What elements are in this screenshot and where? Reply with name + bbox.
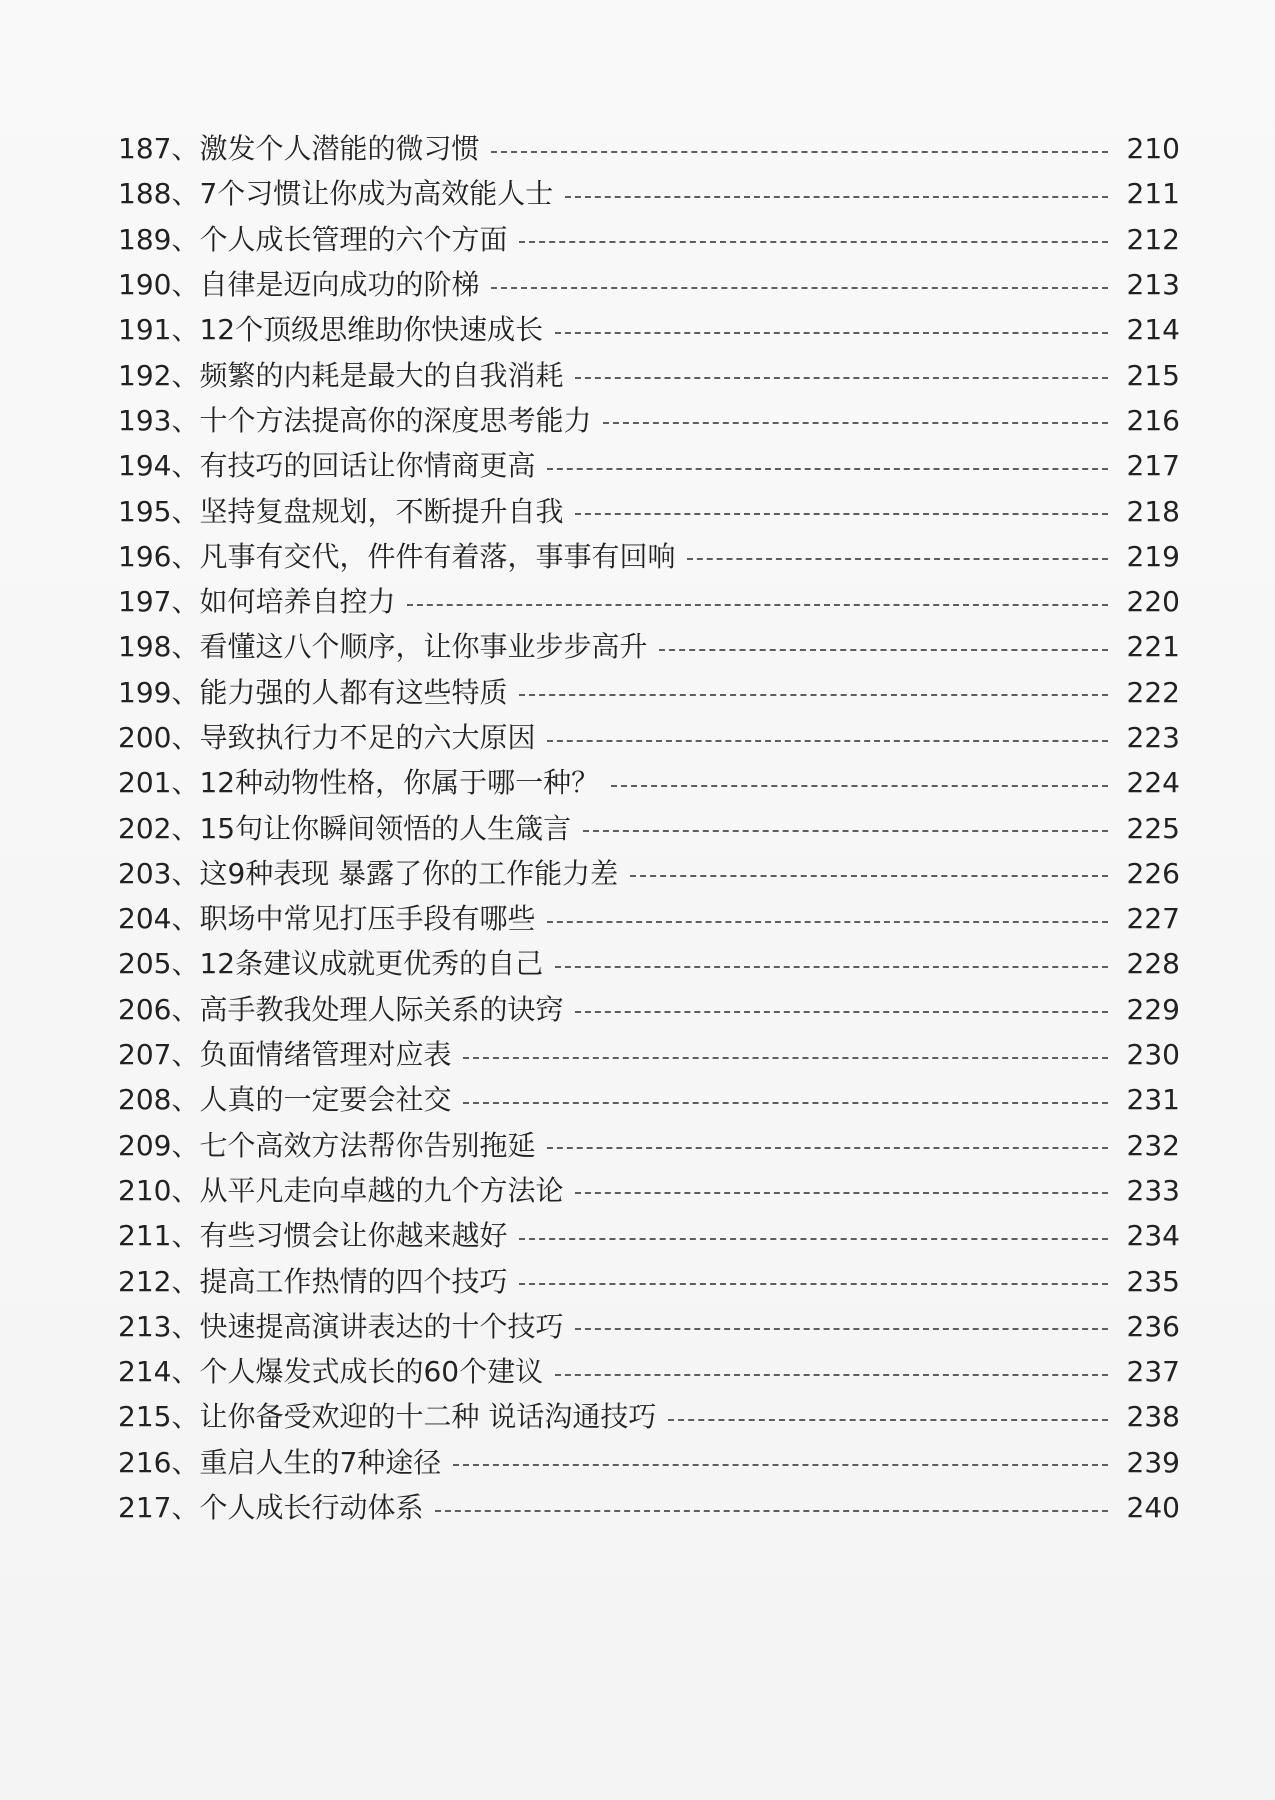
toc-entry-title: 如何培养自控力: [199, 585, 396, 619]
toc-entry-number: 198、: [118, 630, 200, 664]
toc-entry-page-number: 237: [1126, 1355, 1180, 1389]
toc-entry: [118, 1077, 1180, 1122]
toc-dotted-leader: [659, 649, 1108, 651]
toc-entry-number: 203、: [118, 856, 200, 890]
toc-entry-number: 213、: [118, 1309, 200, 1343]
toc-entry: [118, 670, 1180, 715]
toc-entry-title: 12条建议成就更优秀的自己: [199, 947, 544, 981]
toc-entry-number: 215、: [118, 1400, 200, 1434]
toc-dotted-leader: [575, 377, 1108, 379]
toc-entry-title: 有技巧的回话让你情商更高: [199, 449, 536, 483]
toc-entry-page-number: 219: [1126, 539, 1180, 573]
toc-entry-number: 196、: [118, 539, 200, 573]
toc-entry-number: 195、: [118, 494, 200, 528]
toc-entry: [118, 352, 1180, 397]
toc-dotted-leader: [575, 1011, 1108, 1013]
toc-dotted-leader: [565, 196, 1108, 198]
toc-entry-page-number: 217: [1126, 449, 1180, 483]
toc-entry-number: 209、: [118, 1128, 200, 1162]
toc-entry-page-number: 238: [1126, 1400, 1180, 1434]
toc-entry-number: 193、: [118, 403, 200, 437]
toc-entry: [118, 987, 1180, 1032]
toc-entry: [118, 1032, 1180, 1077]
toc-entry: [118, 1213, 1180, 1258]
toc-entry: [118, 896, 1180, 941]
toc-dotted-leader: [547, 1147, 1108, 1149]
toc-entry-page-number: 213: [1126, 268, 1180, 302]
toc-entry: [118, 307, 1180, 352]
toc-entry-number: 211、: [118, 1219, 200, 1253]
toc-entry-page-number: 226: [1126, 856, 1180, 890]
toc-entry: [118, 805, 1180, 850]
toc-entry-number: 214、: [118, 1355, 200, 1389]
toc-entry-page-number: 234: [1126, 1219, 1180, 1253]
toc-entry-number: 210、: [118, 1173, 200, 1207]
toc-entry: [118, 1440, 1180, 1485]
toc-entry-page-number: 223: [1126, 721, 1180, 754]
toc-entry-title: 从平凡走向卓越的九个方法论: [199, 1173, 564, 1207]
toc-entry-number: 191、: [118, 313, 200, 347]
toc-entry: [118, 760, 1180, 805]
toc-entry-title: 自律是迈向成功的阶梯: [199, 268, 480, 302]
toc-entry-page-number: 233: [1126, 1173, 1180, 1207]
toc-dotted-leader: [491, 151, 1108, 153]
toc-entry-number: 194、: [118, 449, 200, 483]
toc-dotted-leader: [491, 287, 1108, 289]
toc-entry-page-number: 240: [1126, 1491, 1180, 1525]
toc-entry: [118, 217, 1180, 262]
toc-dotted-leader: [463, 1057, 1108, 1059]
toc-entry: [118, 1394, 1180, 1439]
toc-entry: [118, 624, 1180, 669]
toc-entry-page-number: 228: [1126, 947, 1180, 981]
toc-entry-page-number: 212: [1126, 222, 1180, 256]
toc-entry-page-number: 210: [1126, 132, 1180, 166]
toc-entry-number: 197、: [118, 585, 200, 619]
toc-entry-title: 快速提高演讲表达的十个技巧: [199, 1309, 564, 1343]
toc-entry-title: 激发个人潜能的微习惯: [199, 132, 480, 166]
toc-dotted-leader: [575, 513, 1108, 515]
toc-entry-number: 190、: [118, 268, 200, 302]
toc-dotted-leader: [407, 604, 1108, 606]
toc-entry: [118, 534, 1180, 579]
toc-entry-title: 职场中常见打压手段有哪些: [199, 902, 536, 936]
toc-dotted-leader: [583, 830, 1108, 832]
toc-entry: [118, 1349, 1180, 1394]
toc-dotted-leader: [630, 875, 1108, 877]
toc-entry-title: 12种动物性格，你属于哪一种？: [199, 766, 600, 800]
toc-entry-title: 频繁的内耗是最大的自我消耗: [199, 358, 564, 392]
toc-entry-page-number: 222: [1126, 675, 1180, 709]
toc-dotted-leader: [519, 241, 1108, 243]
toc-entry: [118, 398, 1180, 443]
toc-entry: [118, 488, 1180, 533]
toc-dotted-leader: [603, 422, 1108, 424]
toc-dotted-leader: [519, 1238, 1108, 1240]
toc-entry-title: 坚持复盘规划，不断提升自我: [199, 494, 564, 528]
toc-dotted-leader: [547, 921, 1108, 923]
toc-entry-title: 十个方法提高你的深度思考能力: [199, 403, 592, 437]
toc-entry-page-number: 216: [1126, 403, 1180, 437]
toc-entry-title: 看懂这八个顺序，让你事业步步高升: [199, 630, 648, 664]
toc-dotted-leader: [547, 740, 1108, 742]
toc-dotted-leader: [555, 966, 1108, 968]
toc-entry-number: 200、: [118, 721, 200, 754]
toc-entry-title: 提高工作热情的四个技巧: [199, 1264, 508, 1298]
toc-entry-page-number: 229: [1126, 992, 1180, 1026]
toc-entry: [118, 1168, 1180, 1213]
toc-entry: [118, 126, 1180, 171]
toc-entry-title: 导致执行力不足的六大原因: [199, 721, 536, 754]
toc-dotted-leader: [463, 1102, 1108, 1104]
toc-entry-title: 七个高效方法帮你告别拖延: [199, 1128, 536, 1162]
toc-entry-number: 202、: [118, 811, 200, 845]
toc-entry-page-number: 211: [1126, 177, 1180, 211]
toc-entry-page-number: 231: [1126, 1083, 1180, 1117]
toc-entry-title: 个人成长管理的六个方面: [199, 222, 508, 256]
toc-entry: [118, 715, 1180, 760]
toc-entry-number: 205、: [118, 947, 200, 981]
toc-dotted-leader: [668, 1419, 1108, 1421]
toc-entry: [118, 1485, 1180, 1530]
toc-dotted-leader: [555, 1374, 1108, 1376]
toc-entry-page-number: 220: [1126, 585, 1180, 619]
toc-dotted-leader: [575, 1328, 1108, 1330]
toc-entry-page-number: 235: [1126, 1264, 1180, 1298]
toc-entry: [118, 579, 1180, 624]
toc-dotted-leader: [547, 468, 1108, 470]
toc-entry-title: 重启人生的7种途径: [199, 1445, 442, 1479]
toc-entry-number: 201、: [118, 766, 200, 800]
toc-entry-number: 212、: [118, 1264, 200, 1298]
toc-dotted-leader: [687, 558, 1108, 560]
toc-entry-page-number: 232: [1126, 1128, 1180, 1162]
toc-entry-number: 199、: [118, 675, 200, 709]
toc-entry-title: 凡事有交代，件件有着落，事事有回响: [199, 539, 676, 573]
toc-dotted-leader: [519, 694, 1108, 696]
toc-entry: [118, 1258, 1180, 1303]
toc-entry-page-number: 225: [1126, 811, 1180, 845]
toc-entry-title: 让你备受欢迎的十二种 说话沟通技巧: [199, 1400, 657, 1434]
toc-entry-title: 个人成长行动体系: [199, 1491, 424, 1525]
toc-dotted-leader: [555, 332, 1108, 334]
toc-entry-page-number: 224: [1126, 766, 1180, 800]
toc-entry: [118, 443, 1180, 488]
toc-entry-page-number: 227: [1126, 902, 1180, 936]
toc-entry-number: 217、: [118, 1491, 200, 1525]
toc-entry-page-number: 215: [1126, 358, 1180, 392]
toc-entry-title: 15句让你瞬间领悟的人生箴言: [199, 811, 572, 845]
toc-entry-title: 能力强的人都有这些特质: [199, 675, 508, 709]
toc-entry-page-number: 221: [1126, 630, 1180, 664]
toc-entry-page-number: 236: [1126, 1309, 1180, 1343]
toc-entry: [118, 941, 1180, 986]
toc-dotted-leader: [611, 785, 1108, 787]
toc-entry-title: 12个顶级思维助你快速成长: [199, 313, 544, 347]
toc-dotted-leader: [519, 1283, 1108, 1285]
toc-entry-page-number: 214: [1126, 313, 1180, 347]
toc-entry-page-number: 218: [1126, 494, 1180, 528]
toc-entry-number: 216、: [118, 1445, 200, 1479]
toc-entry: [118, 851, 1180, 896]
toc-entry-number: 187、: [118, 132, 200, 166]
toc-entry-number: 192、: [118, 358, 200, 392]
toc-entry-number: 206、: [118, 992, 200, 1026]
toc-entry-title: 负面情绪管理对应表: [199, 1038, 452, 1072]
toc-entry: [118, 262, 1180, 307]
toc-entry-title: 有些习惯会让你越来越好: [199, 1219, 508, 1253]
toc-entry-title: 个人爆发式成长的60个建议: [199, 1355, 544, 1389]
toc-entry-number: 204、: [118, 902, 200, 936]
table-of-contents: [118, 126, 1180, 1530]
toc-entry: [118, 1304, 1180, 1349]
toc-dotted-leader: [453, 1464, 1108, 1466]
toc-entry-number: 188、: [118, 177, 200, 211]
toc-entry-number: 207、: [118, 1038, 200, 1072]
toc-entry-number: 189、: [118, 222, 200, 256]
toc-entry-title: 7个习惯让你成为高效能人士: [199, 177, 554, 211]
toc-entry-page-number: 239: [1126, 1445, 1180, 1479]
toc-dotted-leader: [575, 1192, 1108, 1194]
toc-entry-title: 高手教我处理人际关系的诀窍: [199, 992, 564, 1026]
toc-entry-page-number: 230: [1126, 1038, 1180, 1072]
toc-entry-title: 这9种表现 暴露了你的工作能力差: [199, 856, 619, 890]
toc-dotted-leader: [435, 1510, 1108, 1512]
toc-entry-number: 208、: [118, 1083, 200, 1117]
toc-entry: [118, 1123, 1180, 1168]
toc-entry-title: 人真的一定要会社交: [199, 1083, 452, 1117]
toc-entry: [118, 171, 1180, 216]
